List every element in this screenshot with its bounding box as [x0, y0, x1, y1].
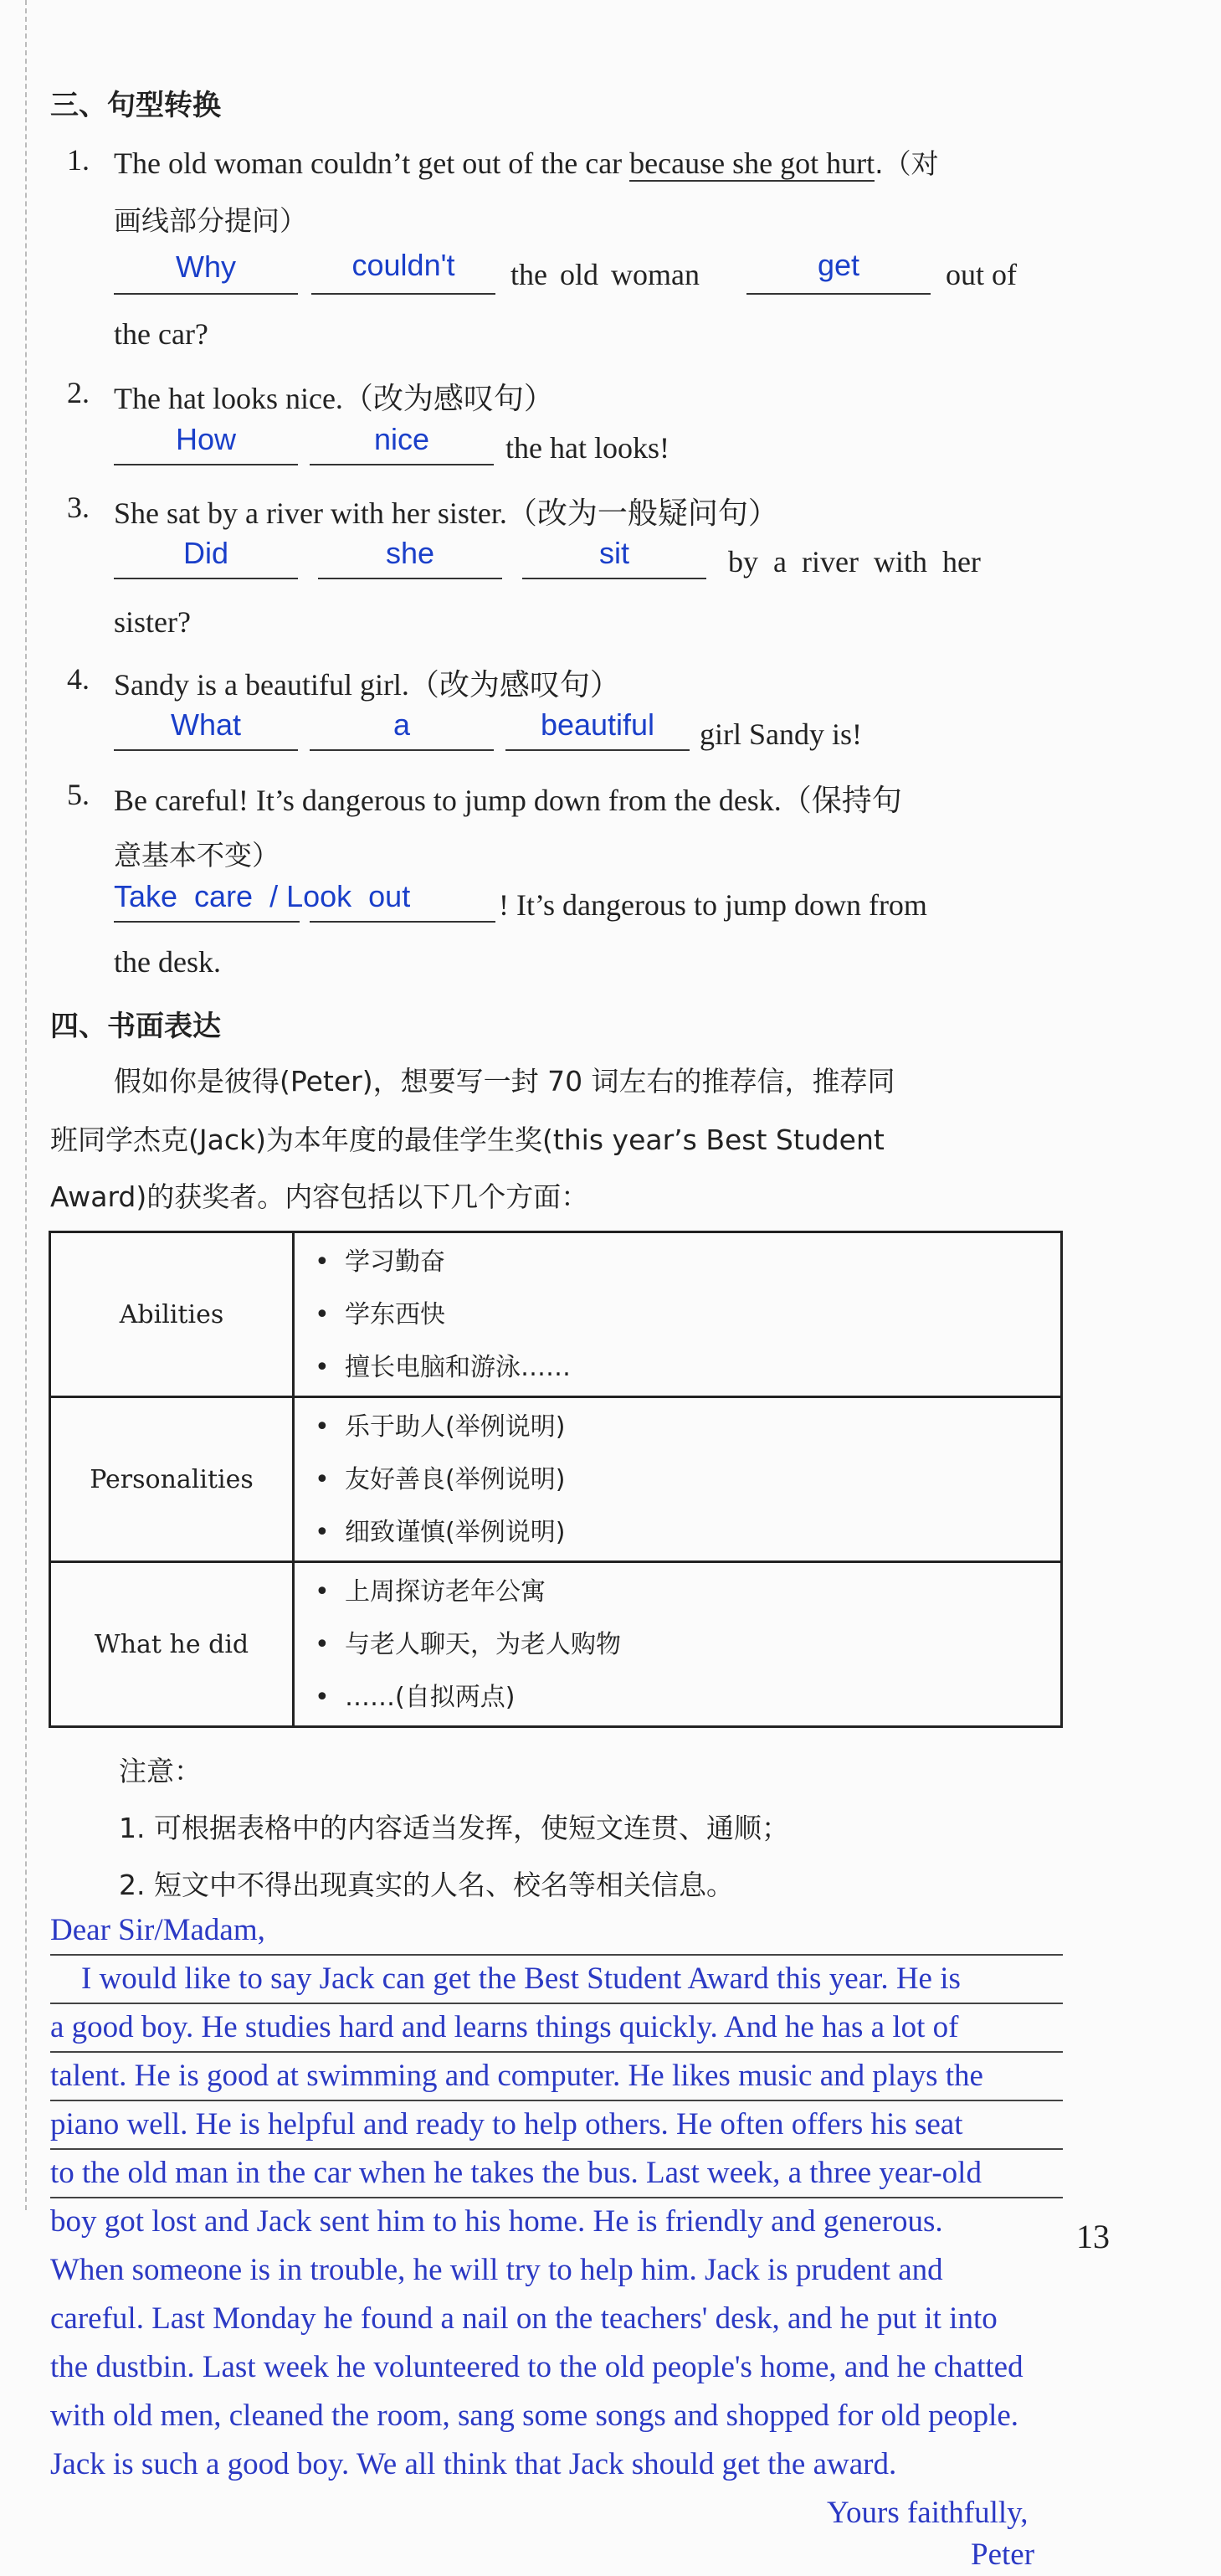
table-item: • 学东西快 [315, 1299, 445, 1329]
q4-answer-1: What [170, 707, 242, 742]
content-table [49, 1231, 1063, 1728]
q2-prompt: The hat looks nice.（改为感叹句） [114, 382, 554, 415]
essay-line: to the old man in the car when he takes the bus. Last week, a three year-old [50, 2156, 982, 2190]
q1-underlined: because she got hurt [629, 147, 875, 180]
q5-blank-2[interactable] [310, 921, 495, 923]
q1-middle: the old woman [510, 258, 700, 291]
q1-blank-3[interactable] [746, 293, 931, 295]
q4-answer-2: a [392, 707, 411, 742]
row-label: What he did [50, 1562, 294, 1727]
q1-blank-2[interactable] [311, 293, 495, 295]
q1-tail-2: the car? [114, 317, 208, 351]
q5-prompt: Be careful! It’s dangerous to jump down from the desk.（保持句 [114, 784, 902, 817]
writing-line [50, 2100, 1063, 2101]
row-label: Personalities [50, 1397, 294, 1562]
essay-line: with old men, cleaned the room, sang some songs and shopped for old people. [50, 2399, 1019, 2433]
prompt-line-3: Award)的获奖者。内容包括以下几个方面： [50, 1180, 589, 1213]
q1-blank-1[interactable] [114, 293, 298, 295]
q3-prompt: She sat by a river with her sister.（改为一般疑问句） [114, 496, 778, 530]
q4-blank-1[interactable] [114, 749, 298, 751]
writing-line [50, 2197, 1063, 2198]
row-label: Abilities [50, 1232, 294, 1397]
q1-tail: out of [946, 258, 1017, 291]
q5-number: 5. [67, 778, 90, 811]
q4-answer-3: beautiful [540, 707, 655, 742]
q3-answer-2: she [385, 536, 435, 570]
note-2: 2. 短文中不得出现真实的人名、校名等相关信息。 [119, 1869, 734, 1901]
q2-tail: the hat looks! [505, 431, 669, 465]
essay-closing: Yours faithfully, [827, 2496, 1029, 2530]
q3-tail-2: sister? [114, 605, 191, 639]
q3-number: 3. [67, 491, 90, 524]
essay-line: I would like to say Jack can get the Best Student Award this year. He is [50, 1962, 961, 1996]
section3-title: 三、句型转换 [50, 89, 221, 122]
page-number: 13 [1076, 2218, 1110, 2255]
binding-margin [25, 0, 27, 2210]
row-items [294, 1397, 1062, 1562]
q1-text-a: The old woman couldn’t get out of the car [114, 147, 630, 180]
table-item: • 擅长电脑和游泳…… [315, 1352, 571, 1382]
q4-blank-2[interactable] [310, 749, 494, 751]
q5-prompt-cont: 意基本不变） [114, 839, 280, 872]
q1-answer-3: get [817, 248, 860, 282]
essay-line: piano well. He is helpful and ready to help others. He often offers his seat [50, 2107, 963, 2142]
essay-line: a good boy. He studies hard and learns things quickly. And he has a lot of [50, 2010, 959, 2044]
table-item: • 与老人聊天，为老人购物 [315, 1629, 621, 1659]
q1-prompt-cont: 画线部分提问） [114, 204, 307, 237]
section4-title: 四、书面表达 [50, 1010, 221, 1043]
essay-line: careful. Last Monday he found a nail on the teachers' desk, and he put it into [50, 2301, 998, 2336]
q5-blank-1[interactable] [114, 921, 300, 923]
essay-signature: Peter [971, 2537, 1035, 2572]
prompt-line-1: 假如你是彼得(Peter)，想要写一封 70 词左右的推荐信，推荐同 [114, 1065, 895, 1098]
writing-line [50, 1954, 1063, 1956]
q2-blank-2[interactable] [310, 464, 494, 465]
table-row [50, 1232, 1062, 1397]
writing-line [50, 2003, 1063, 2004]
q1-prompt [114, 142, 939, 182]
q2-answer-1: How [175, 422, 237, 456]
prompt-line-2: 班同学杰克(Jack)为本年度的最佳学生奖(this year’s Best Student [50, 1123, 885, 1156]
essay-line: boy got lost and Jack sent him to his home. He is friendly and generous. [50, 2204, 943, 2239]
table-item: • 乐于助人(举例说明) [315, 1411, 566, 1442]
q2-blank-1[interactable] [114, 464, 298, 465]
q3-answer-3: sit [599, 536, 629, 570]
table-item: • 学习勤奋 [315, 1247, 445, 1277]
row-items [294, 1232, 1062, 1397]
note-title: 注意： [119, 1755, 202, 1787]
table-row [50, 1397, 1062, 1562]
table-row [50, 1562, 1062, 1727]
essay-line: the dustbin. Last week he volunteered to the old people's home, and he chatted [50, 2350, 1023, 2384]
row-items [294, 1562, 1062, 1727]
q3-blank-3[interactable] [522, 578, 706, 579]
q4-prompt: Sandy is a beautiful girl.（改为感叹句） [114, 668, 620, 702]
table-item: • ……(自拟两点) [315, 1682, 516, 1712]
note-1: 1. 可根据表格中的内容适当发挥，使短文连贯、通顺； [119, 1812, 789, 1844]
table-item: • 友好善良(举例说明) [315, 1464, 566, 1494]
q3-blank-2[interactable] [318, 578, 502, 579]
q3-answer-1: Did [182, 536, 229, 570]
q5-answer: Take care / Look out [114, 879, 411, 913]
q1-answer-1: Why [176, 249, 236, 284]
q2-answer-2: nice [373, 422, 430, 456]
table-item: • 上周探访老年公寓 [315, 1576, 546, 1607]
q5-tail-2: the desk. [114, 945, 221, 979]
writing-line [50, 2051, 1063, 2053]
essay-line: When someone is in trouble, he will try to help him. Jack is prudent and [50, 2253, 943, 2287]
q1-text-b: .（对 [875, 147, 939, 180]
q4-blank-3[interactable] [505, 749, 690, 751]
table-item: • 细致谨慎(举例说明) [315, 1517, 566, 1547]
writing-line [50, 2148, 1063, 2150]
q2-number: 2. [67, 376, 90, 409]
q4-number: 4. [67, 662, 90, 696]
essay-line: Jack is such a good boy. We all think that Jack should get the award. [50, 2447, 897, 2481]
q3-tail: by a river with her [728, 545, 981, 578]
q5-tail: ! It’s dangerous to jump down from [499, 888, 927, 922]
essay-line: talent. He is good at swimming and computer. He likes music and plays the [50, 2059, 983, 2093]
essay-line: Dear Sir/Madam, [50, 1913, 265, 1947]
q1-number: 1. [67, 143, 90, 177]
q1-answer-2: couldn't [351, 248, 455, 282]
q4-tail: girl Sandy is! [700, 717, 862, 751]
q3-blank-1[interactable] [114, 578, 298, 579]
